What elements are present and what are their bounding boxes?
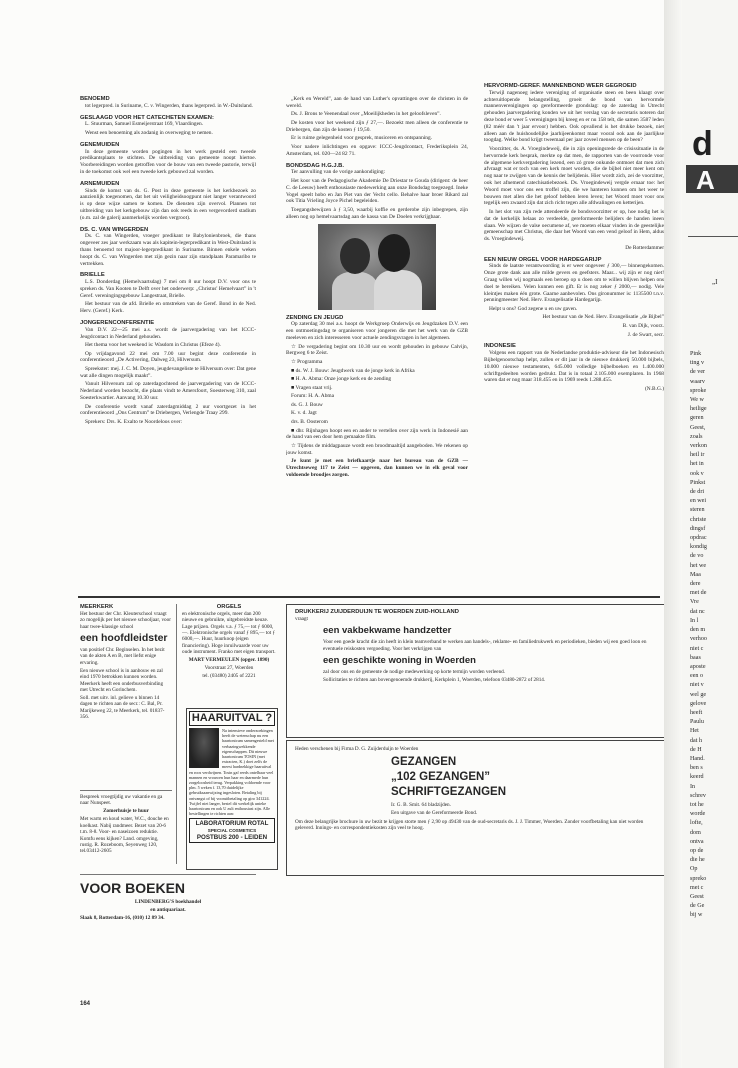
text-fragment: den m (690, 627, 706, 634)
text-fragment: de Ge (690, 903, 705, 910)
text-fragment: de H (690, 746, 702, 753)
text-fragment: dom (690, 829, 701, 836)
right-quote: „I (712, 278, 718, 286)
article-column-3 (484, 83, 664, 588)
gutter-shadow (664, 0, 682, 1068)
text-fragment: op de (690, 847, 704, 854)
text-fragment: verkon (690, 443, 707, 450)
ad-zomerhuisje: Bespreek vroegtijdig uw vakantie en ga naar Nunspeet. Zomerhuisje te huur Met warm en koud water, W.C., douche en koelkast. Nabij randmeer. Bezet van 20-6 t.m. 8-8. Voor- en naseizoen reduktie. Komfu eens kijken? Land. omgeving, rustig. R. Rozeboom, Seyenweg 120, tel.03412-2605 (80, 790, 172, 866)
mannenbond-heading: HERVORMD-GEREF. MANNENBOND WEER GEGROEID (484, 83, 637, 89)
ads-divider (78, 596, 660, 598)
ad-haaruitval: HAARUITVAL ? Na intensieve onderzoekingen heeft de wetenschap nu een haartonicum samengesteld met verbazingwekkende eigenschappen. Dit nieuwe haartonicum TOSIN (met extracten, K.) doet zelfs de meest hardnekkige haaruitval en roos verdwijnen. Tosin gaf reeds ontelbaar veel mannen en vrouwen hun haar en daarmede hun zorgeloosheid terug. Verpakking voldoende voor plm. 5 weken f. 13,70 duidelijke gebruiksaanwijzing ingesloten. Betaling bij ontvangst of bij vooruitbetaling op giro 341224. Twijfel niet langer, bestel dit werkelijk unieke haartonicum en ook U zult enthousiast zijn. Alle bestellingen te richten aan: LABORATORIUM ROTAL SPECIAL COSMETICS POSTBUS 200 - LEIDEN (186, 708, 278, 870)
ad-meerkerk: MEERKERK Het bestuur der Chr. Kleuterschool vraagt zo mogelijk per het nieuwe schooljaar, voor haar twee-klassige school een hoofdleidster van positief Chr. Beginselen. In het bezit van de akten A en B, met liefst enige ervaring. Een nieuwe school is in aanbouw en zal eind 1970 betrokken kunnen worden. Meerkerk heeft een onderbusverbinding met Utrecht en Gorinchem. Soll. met uitv. inl. gelieve u binnen 14 dagen te richten aan de secr.: C. Bal, Pr. Marijkeweg 22, te Meerkerk, tel. 01837-356. (80, 604, 171, 721)
ad-gezangen: Heden verschenen bij Firma D. G. Zuijderduijn te Woerden GEZANGEN „102 GEZANGEN” SCHRIFTGEZANGEN Ir. G. B. Smit. 64 bladzijden. Een uitgave van de Gereformeerde Bond. Om deze belangrijke brochure in uw bezit te krijgen storte men ƒ 2,90 op 49430 van de oud-secretaris ds. J. J. Timmer, Woerden. Zonder voorfbetaling kan niet worden geleverd. Innings- en correspondentiekosten zijn veel te hoog. (286, 740, 670, 876)
text-fragment: het we (690, 562, 707, 569)
ad-boeken: VOOR BOEKEN LINDENBERG'S boekhandel en antiquariaat. Slaak 8, Rotterdam-16, (010) 12 89 34. (80, 874, 256, 938)
right-headline-letter: d (692, 125, 713, 163)
text-fragment: heilige (690, 406, 707, 413)
paragraph: Sprekers: Drs. K. Exalto te Noordeloos over: (85, 419, 183, 426)
paragraph: Soll. met uitv. inl. gelieve u binnen 14 dagen te richten aan de secr.: C. Bal, Pr. Marijkeweg 22, te Meerkerk, tel. 01837-356. (80, 695, 165, 721)
paragraph: ☆ Tijdens de middagpauze wordt een broodmaaltijd aangeboden. We rekenen op jouw komst. (286, 443, 468, 456)
paragraph: L. Stuurman, Samuel Esmeijerstraat 169, Vlaardingen. (85, 121, 204, 128)
text-fragment: dat nc (690, 608, 705, 615)
paragraph: ■ Vragen staat vrij. (291, 384, 333, 391)
article-heading: ARNEMUIDEN (80, 180, 120, 187)
paragraph: In deze gemeente worden pogingen in het werk gesteld een tweede predikantsplaats te stichten. De uitbreiding van gemeente noopt hiertoe. Voorbereidingen worden getroffen voor de bouw van een tweede pastorie, terwijl in de toekomst ook wel een tweede kerk gebouwd zal worden. (80, 148, 256, 175)
paragraph: Helpt u ons? God zegene u en uw gaven. (489, 305, 578, 312)
text-fragment: het in (690, 461, 704, 468)
article-heading: GENEMUIDEN (80, 141, 120, 148)
text-fragment: In (690, 783, 696, 790)
text-fragment: Hand. (690, 755, 705, 762)
paragraph: ■ ds. W. J. Bouw: Jeugdwerk van de jonge kerk in Afrika (291, 367, 415, 374)
text-fragment: Het (690, 728, 699, 735)
text-fragment: Maa (690, 571, 701, 578)
bondsdag-heading: BONDSDAG H.G.J.B. (286, 162, 344, 169)
article-column-1 (80, 96, 256, 586)
paragraph: Sinds de laatste verantwoording is er weer ongeveer ƒ 300,— binnengekomen. Onze grote dank aan alle milde gevers en geefsters. Maar... wij zijn er nog niet! Graag willen wij nogmaals een beroep op u doen om te willen blijven helpen ons doel te bereiken. Velen kunnen een gift. Er is nog zeker ƒ 2000,— nodig. Vele kleintjes maken één grote. Gaarne aanbevolen. Ons gironummer is: 1135500 t.n.v. penningmeester Ned. Herv. Evangelisatie Hardegarijp. (484, 263, 664, 304)
text-fragment: gelove (690, 700, 707, 707)
paragraph: Het thema voor het weekend is: Wasdom in Christus (Efeze 4). (85, 342, 221, 349)
paragraph: Volgens een rapport van de Nederlandse produktie-adviseur die het Indonesisch Bijbelgenootschap helpt, zullen er dit jaar in de nieuwe drukkerij 50.000 bijbels, 10.000 nieuwe testamenten, 645.000 volledige bijbelboeken en 1.400.000 schriftgedeelten worden gedrukt. Dat is in totaal 2.105.000 exemplaren. In 1968 waren dat er nog maar 318.455 en in 1969 reeds 1.288.455. (484, 350, 664, 384)
right-rule (688, 236, 738, 237)
paragraph: Op vrijdagavond 22 mei om 7.00 uur begint deze conferentie in conferentieoord „De Activering, Dalweg 23, Hilversum. (80, 350, 256, 364)
text-fragment: aposte (690, 663, 706, 670)
text-fragment: verhoo (690, 636, 707, 643)
ads-column-separator (176, 604, 177, 864)
text-fragment: en wei (690, 498, 707, 505)
signature-rotterdammer: De Rotterdammer (625, 244, 664, 251)
article-heading: JONGERENCONFERENTIE (80, 319, 155, 326)
text-fragment: die he (690, 857, 705, 864)
text-fragment: waarv (690, 378, 705, 385)
text-fragment: We w (690, 397, 704, 404)
text-fragment: zoals (690, 433, 703, 440)
woman-portrait-image (189, 728, 219, 768)
text-fragment: kondig (690, 544, 707, 551)
text-fragment: Geest (690, 893, 704, 900)
text-fragment: steren (690, 507, 705, 514)
article-heading: BRIELLE (80, 272, 105, 279)
paragraph: tot legerpred. in Suriname, C. v. Wingerden, thans legerpred. in W.-Duitsland. (85, 102, 253, 109)
article-column-2 (286, 96, 468, 586)
paragraph: Het bestuur van de afd. Brielle en omstreken van de Geref. Bond in de Ned. Herv. (Geref.) Kerk. (80, 301, 256, 315)
text-fragment: dingsf (690, 525, 706, 532)
paragraph: Voorzitter, ds. A. Vroegindeweij, die in zijn openingsrede de crisissituatie in de hervormde kerk besprak, merkte op dat men, de rapporten van de voorronde voor de algemene kerkvergadering lezend, een zó grote onkunde ontmoet dat men zich afvraagt wat er toch van een kerk moet worden, die de bijbel niet meer kent om nog naar te zwijgen van de kennis der belijdenis. Hier wordt zich, zei de voorzitter, ook het afnemend catechisatiebezoek. Ds. Vroegindeweij vergde ernaar toe: het Woord moet voor ons een troffel zijn, die we hanteren kunnen om het weer te bouwen met allen die het geloof hebben leren leven; het Woord moet voor ons tegelijk een zwaard zijn dat zich richt tegen alle afdwalingen en ketterijen. (484, 145, 664, 207)
text-fragment: met c (690, 884, 704, 891)
text-fragment: sproke (690, 387, 707, 394)
text-fragment: christe (690, 516, 707, 523)
paragraph: ☆ Programma (291, 358, 323, 365)
page-number: 164 (80, 1001, 91, 1007)
text-fragment: Pink (690, 351, 702, 357)
paragraph: Sinds de komst van ds. G. Post in deze gemeente is het kerkbezoek zo aanzienlijk toegenomen, dat het uit veiligheidsoogpunt niet langer verantwoord is op deze wijze samen te komen. De diensten zijn overvol. Plannen tot uitbreiding van het kerkgebouw zijn dan ook reeds in een vergevorderd stadium (o.m. zal de galerij aanmerkelijk worden vergroot). (80, 187, 256, 221)
paragraph: Het koor van de Pedagogische Akademie De Driestar te Gouda (dirigent: de heer C. de Leeuw) heeft enthousiaste medewerking aan onze Bondsdag toegezegd. Ineke Vogel speelt hobo en Jan Piet van der Vecht cello. Behalve haar broer Rikard zal ook Titia Vrieling Joyce Pichel begeleiden. (286, 177, 468, 205)
paragraph: drs. B. Oosterom (291, 419, 328, 426)
text-fragment: heil ir (690, 452, 705, 459)
ad-orgels: ORGELS en elektronische orgels, meer dan 200 nieuwe en gebruikte, uitgebreidste keuze. Lage prijzen. Orgels v.a. ƒ 75,— tot ƒ 6000,—. Elektronische orgels vanaf ƒ 895,— tot ƒ 6000,—. Huur, huurkoop (eigen financiering). Hoge inruilwaarde voor uw oude instrument. Franko met eigen transport. MART VERMEULEN (opger. 1890) Voorstraat 27, Woerden tel. (03480) 2405 of 2221 (182, 604, 276, 680)
text-fragment: de ver (690, 369, 706, 376)
text-fragment: Op (690, 866, 698, 873)
zending-heading: ZENDING EN JEUGD (286, 314, 344, 321)
text-fragment: worde (690, 811, 706, 818)
children-photo (318, 224, 436, 310)
text-fragment: ting v (690, 360, 705, 367)
paragraph: Vanuit Hilversum zal op zaterdagochtend de jaarvergadering van de ICCC-Nederland worden bezocht, die plaats vindt te Amersfoort, Soesterweg 310, zaal Soesterkwartier. Aanvang 10.30 uur. (80, 381, 256, 402)
paragraph: Van D.V. 22—25 mei a.s. wordt de jaarvergadering van het ICCC-Jeugdcontact in Nederland gehouden. (80, 326, 256, 340)
ad-hoofdleidster-title: een hoofdleidster (80, 632, 168, 645)
article-heading: GESLAAGD VOOR HET CATECHETEN EXAMEN: (80, 114, 214, 121)
paragraph: K. v. d. Jagt (291, 410, 317, 417)
text-fragment: geren (690, 415, 704, 422)
right-banner-letter: A (696, 165, 715, 195)
text-fragment: lofte, (690, 820, 703, 827)
text-fragment: baas (690, 654, 701, 661)
text-fragment: ben s (690, 765, 703, 772)
article-heading: BENOEMD (80, 96, 110, 102)
text-fragment: Paulu (690, 719, 704, 726)
right-column-text (690, 350, 738, 921)
article-heading: DS. C. VAN WINGERDEN (80, 226, 149, 233)
text-fragment: de vo (690, 553, 704, 560)
text-fragment: de dri (690, 489, 705, 496)
text-fragment: wel ge (690, 691, 707, 698)
paragraph: Ter aanvulling van de vorige aankondiging: (291, 169, 386, 176)
paragraph: Spreekster: mej. J. C. M. Doyen, jeugdevangeliste te Hilversum over: Dat gene wat alle dingen mogelijk maakt”. (80, 366, 256, 379)
paragraph: „Kerk en Wereld”, aan de hand van Luther's opvattingen over de christen in de wereld. (286, 96, 468, 109)
signature-voorzitter: B. van Dijk, voorz. (622, 323, 664, 330)
text-fragment: schrev (690, 792, 706, 799)
signature-bestuur: Het bestuur van de Ned. Herv. Evangelisatie „de Bijbel” (542, 314, 664, 321)
text-fragment: met de (690, 590, 707, 597)
paragraph: Je kunt je met een briefkaartje naar het bureau van de GZB — Utrechtseweg 117 te Zeist — opgeven, dan kunnen we in elk geval voor voldoende broodjes zorgen. (286, 458, 468, 479)
paragraph: Op zaterdag 30 mei a.s. hoopt de Werkgroep Onderwijs en Jeugdzaken D.V. een een ontmoetingsdag te organiseren voor jongeren die met het werk van de GZB meeleven en zich interesseren voor actuele zendingsvragen in het algemeen. (286, 321, 468, 341)
paragraph: ■ H. A. Abma: Onze jonge kerk en de zending (291, 376, 392, 383)
text-fragment: keerd (690, 774, 704, 781)
paragraph: Terwijl nagenoeg iedere vereniging of organisatie steen en been klaagt over achteruitlopende belangstelling, groeit de bond van hervormde mannenverenigingen op gereformeerde grondslag: op de zaterdag in Utrecht gehouden jaarvergadering konden we uit het verslag van de secretaris noteren dat deze bond er weer 5 verenigingen bij kreeg en er nu 158 telt, die samen 3587 leden (82 méér dan 't jaar ervoor) hebben. Ook opvallend is het drukke bezoek, niet alleen aan de huishoudelijke jaarhijeenkomst maar vooral ook aan de jaarlijkse toogdag. Welke bond krijgt tweemaal per jaar zoveel mensen op de been? (484, 89, 664, 144)
text-fragment: niet v (690, 682, 704, 689)
text-fragment: Geest, (690, 424, 706, 431)
paragraph: Ds. C. van Wingerden, vroeger predikant te Babylonienbroek, die thans ongeveer zes jaar werkzaam was als kapitein-legerpredikant in West-Duitsland is thans benoemd tot majoor-legerpredikant in Suriname. Binnen enkele weken hoopt ds. C. van Wingerden met zijn gezin naar zijn standplaats Paramaribo te vertrekken. (80, 233, 256, 267)
text-fragment: tot he (690, 801, 704, 808)
ad-drukkerij: DRUKKERIJ ZUIJDERDUIJN TE WOERDEN ZUID-HOLLAND vraagt een vakbekwame handzetter Voor een goede kracht die zin heeft in klein teamverband te werken aan handels-, reklame- en familiedrukwerk en periodieken, bieden wij een goed loon en eventuele reiskosten vergoeding. Voor het verkrijgen van een geschikte woning in Woerden zal door ons en de gemeente de nodige medewerking op korte termijn worden verleend. Sollicitaties te richten aan bovengenoemde drukkerij, Kerkplein 1, Woerden, telefoon 03480-2872 of 2814. (286, 604, 670, 738)
text-fragment: opdrac (690, 535, 707, 542)
paragraph: Toegangsbewijzen à ƒ 3,50, waarbij koffie en gerderobe zijn inbegrepen, zijn alleen nog op hemelvaartsdag aan de kassa van De Doelen verkrijgbaar. (286, 206, 468, 220)
text-fragment: niet c (690, 645, 704, 652)
orgel-heading: EEN NIEUW ORGEL VOOR HARDEGARIJP (484, 256, 602, 263)
paragraph: ds. G. J. Bouw (291, 401, 323, 408)
text-fragment: bij w (690, 912, 703, 919)
signature-nbg: (N.B.G.) (644, 386, 664, 393)
paragraph: Voor nadere inlichtingen en opgave: ICCC-Jeugdcontact, Frederiksplein 24, Amsterdam, tel. 020—24 82 71. (286, 143, 468, 157)
paragraph: Een nieuwe school is in aanbouw en zal eind 1970 betrokken kunnen worden. Meerkerk heeft een onderbusverbinding met Utrecht en Gorinchem. (80, 667, 164, 694)
paragraph: Wenst een benoeming als zodanig in overweging te nemen. (85, 129, 213, 136)
paragraph: Er is ruime gelegenheid voor gesprek, musiceren en ontspanning. (291, 135, 433, 142)
paragraph: ☆ De vergadering begint om 10.30 uur en wordt gehouden in gebouw Calvijn, Bergweg 6 te Zeist. (286, 343, 468, 357)
indonesie-heading: INDONESIE (484, 343, 516, 350)
text-fragment: dere (690, 581, 701, 588)
text-fragment: ook v (690, 470, 704, 477)
paragraph: van positief Chr. Beginselen. In het bezit van de akten A en B, met liefst enige ervaring. (80, 647, 165, 666)
text-fragment: Vre (690, 599, 699, 606)
paragraph: In het slot van zijn rede attendeerde de bondsvoorzitter er op, hoe nodig het is dat de kerkelijk helaas zo verdeelde, gereformeerde belijders de handen ineen slaan. We wijzen de valse oecumene af, we moeten elkaar vinden in de geestelijke gemeenschap met Christus, die daar het Woord van een vend geloof in Hem, aldus ds. Vroegindeweij. (484, 208, 664, 243)
paragraph: ■ dhr. Rijnhagen hoopt een en ander te vertellen over zijn werk in Indonesië aan de hand van een door hem gemaakte film. (286, 427, 468, 441)
paragraph: De conferentie wordt vanaf zaterdagmiddag 2 uur voortgezet in het conferentieoord „Ons Centrum” te Driebergen, Verlengde Traay 299. (80, 403, 256, 417)
paragraph: Forum: H. A. Abma (291, 393, 334, 400)
right-page (682, 0, 738, 1068)
text-fragment: In l (690, 617, 699, 624)
text-fragment: Pinkst (690, 479, 706, 486)
text-fragment: heeft (690, 709, 703, 716)
text-fragment: ontva (690, 838, 704, 845)
text-fragment: dat h (690, 737, 703, 744)
text-fragment: spreko (690, 875, 707, 882)
paragraph: Ds. J. Brons te Veenendaal over „Moeilijkheden in het geloofsleven”. (291, 111, 441, 118)
paragraph: L.S. Donderdag (Hemelvaartsdag) 7 mei om 8 uur hoopt D.V. voor ons te spreken ds. Van Kooten te Delft over het onderwerp: „Christus' Hemelvaart” in 't Geref. vereningingsgebouw Langestraat, Brielle. (80, 279, 256, 299)
text-fragment: een o (690, 673, 704, 680)
paragraph: De kosten voor het weekend zijn ƒ 27,—. Bezoekt men alleen de conferentie te Driebergen, dan zijn de kosten ƒ 19,50. (286, 119, 468, 133)
signature-secretaris: J. de Swart, secr. (627, 331, 664, 338)
